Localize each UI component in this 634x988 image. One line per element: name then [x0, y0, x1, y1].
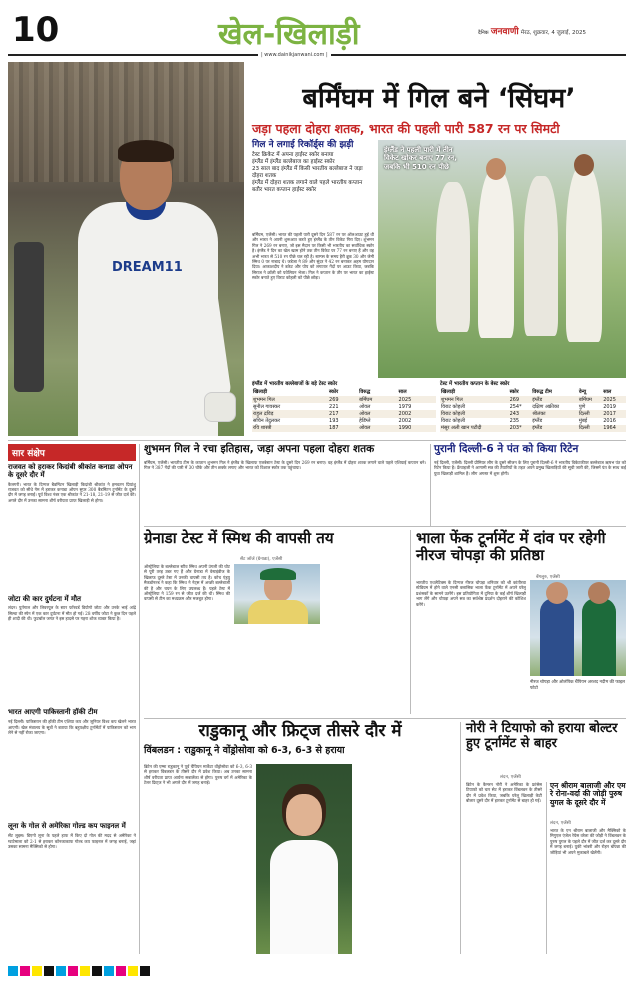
player-figure	[524, 176, 558, 336]
table-cell: हेडिंग्ले	[359, 418, 371, 425]
table-cell: 235	[509, 418, 520, 425]
raducanu-story-headline: राडुकानू और फ्रिट्ज तीसरे दौर में	[198, 721, 402, 741]
records-heading: गिल ने लगाई रिकॉर्ड्स की झड़ी	[252, 140, 354, 150]
table-cell: 2002	[398, 410, 436, 417]
table-cell: 2016	[603, 418, 616, 425]
summary-column	[8, 444, 136, 954]
delhi-story-body: नई दिल्ली, एजेंसी। दिल्ली प्रीमियर लीग के दूसरे सीजन के लिए पुरानी दिल्ली-6 ने भारतीय विकेटकीपर बल्लेबाज ऋषभ पंत को रिटेन किया है। फ्रेंचाइजी ने आगामी सत्र की तैयारियों के तहत अपने प्रमुख खिलाड़ियों की सूची जारी की, जिसमें पंत के साथ कई युवा खिलाड़ी शामिल हैं। लीग अगस्त में शुरू होगी।	[434, 460, 626, 476]
table-cell: 2017	[602, 410, 626, 417]
column-header: स्कोर	[509, 389, 519, 396]
table-cell: श्रीलंका	[531, 410, 578, 417]
record-point: 23 साल बाद इंग्लैंड में किसी भारतीय बल्लेबाज ने जड़ा दोहरा शतक	[252, 166, 363, 180]
paper-name	[478, 24, 586, 37]
records-box	[252, 140, 374, 228]
table-cell: 1979	[398, 403, 412, 410]
noori-body: ब्रिटेन के कैमरन नोरी ने अमेरिका के फ्रांसेस टियाफो को चार सेट में हराकर विंबलडन के तीसरे दौर में प्रवेश किया, जबकि घरेलू खिलाड़ी केटी बोल्टर दूसरे दौर में हारकर टूर्नामेंट से बाहर हो गईं।	[466, 782, 542, 804]
page-number: 10	[12, 10, 60, 50]
table-cell: 243	[509, 410, 532, 417]
captain-scores-table	[440, 382, 626, 438]
jersey-sponsor: DREAM11	[112, 260, 183, 275]
india-scores-table	[252, 382, 436, 438]
table-cell: बर्मिंघम	[578, 396, 602, 403]
table-cell: 2025	[602, 396, 626, 403]
column-divider	[139, 444, 140, 954]
player-figure	[566, 166, 602, 342]
gill-story-body: बर्मिंघम, एजेंसी। भारतीय टीम के कप्तान शुभमन गिल ने इंग्लैंड के खिलाफ एजबेस्टन टेस्ट के दूसरे दिन 269 रन बनाए। वह इंग्लैंड में दोहरा शतक लगाने वाले पहले एशियाई कप्तान बने। गिल ने 387 गेंदों की पारी में 30 चौके और तीन छक्के लगाए और भारत को विशाल स्कोर तक पहुंचाया।	[144, 460, 426, 471]
table-cell: ओवल	[359, 403, 371, 410]
gill-story-headline: शुभमन गिल ने रचा इतिहास, जड़ा अपना पहला दोहरा शतक	[144, 443, 375, 455]
player-head	[574, 154, 594, 176]
summary-body: कैलगरी। भारत के दिग्गज बैडमिंटन खिलाड़ी किदांबी श्रीकांत ने हमवतन प्रियांशु राजवत को सीधे गेम में हराकर कनाडा ओपन सुपर 300 बैडमिंटन टूर्नामेंट के दूसरे दौर में जगह बनाई। पूर्व विश्व नंबर एक श्रीकांत ने 21-18, 21-19 से जीत दर्ज की। अगले दौर में उनका सामना शीर्ष वरीयता प्राप्त खिलाड़ी से होगा।	[8, 481, 136, 503]
table-cell: रवि शास्त्री	[252, 425, 328, 432]
record-point: इंग्लैंड में दोहरा शतक लगाने वाले पहले भारतीय कप्तान	[252, 180, 363, 187]
table-cell: ओवल	[358, 425, 397, 432]
table-cell: 269	[509, 396, 532, 403]
table-cell: 2025	[398, 396, 436, 403]
captain-table-title: टेस्ट में भारतीय कप्तान के बेस्ट स्कोर	[440, 381, 510, 387]
table-cell: 187	[328, 425, 358, 432]
column-header: स्कोर	[329, 389, 339, 396]
summary-body: नई दिल्ली। पाकिस्तान की हॉकी टीम एशिया कप और जूनियर विश्व कप खेलने भारत आएगी। खेल मंत्रालय के सूत्रों ने बताया कि बहुपक्षीय टूर्नामेंटों में पाकिस्तान को भाग लेने से नहीं रोका जाएगा।	[8, 719, 136, 736]
summary-headline: जोटा की कार दुर्घटना में मौत	[8, 594, 82, 603]
chopra-body: भारतीय एथलेटिक्स के दिग्गज नीरज चोपड़ा शनिवार को श्री कांतीरवा स्टेडियम में होने वाले एनसी क्लासिक भाला फेंक टूर्नामेंट में अपने घरेलू प्रशंसकों के सामने उतरेंगे। इस प्रतियोगिता में दुनिया के कई शीर्ष खिलाड़ी भाग लेंगे और चोपड़ा अपने सत्र का सर्वश्रेष्ठ प्रदर्शन दोहराने की कोशिश करेंगे।	[416, 580, 526, 607]
table-row	[252, 418, 436, 425]
summary-body: सेंट लुइस। डिएगो लूना के पहले हाफ में किए दो गोल की मदद से अमेरिका ने ग्वाटेमाला को 2-1 से हराकर कॉनकाकाफ गोल्ड कप फाइनल में जगह बनाई, जहां उसका सामना मैक्सिको से होगा।	[8, 833, 136, 849]
chopra-byline: बेंगलुरु, एजेंसी	[536, 575, 560, 580]
smith-body-continued	[234, 628, 406, 714]
register-mark	[44, 966, 54, 976]
table-cell: 221	[329, 403, 339, 410]
column-header: खिलाड़ी	[253, 389, 268, 396]
record-point: टेस्ट क्रिकेट में अपना हाईस्ट स्कोर बनाया	[252, 152, 334, 159]
table-cell: 1964	[602, 425, 626, 432]
player-head	[286, 794, 322, 836]
register-mark	[92, 966, 102, 976]
delhi-story-headline: पुरानी दिल्ली-6 ने पंत को किया रिटेन	[434, 443, 579, 455]
table-cell: 2019	[603, 403, 616, 410]
table-cell: 2002	[398, 418, 412, 425]
raducanu-body: ब्रिटेन की एम्मा राडुकानू ने पूर्व चैंपियन मार्केटा वोंड्रोसोवा को 6-3, 6-3 से हराकर विंबलडन के तीसरे दौर में प्रवेश किया। अब उनका सामना शीर्ष वरीयता प्राप्त आर्यना सबालेंका से होगा। पुरुष वर्ग में अमेरिका के टेलर फ्रिट्ज ने भी अगले दौर में जगह बनाई।	[144, 764, 252, 786]
column-header: साल	[398, 389, 407, 396]
smith-body: ऑस्ट्रेलिया के बल्लेबाज स्टीव स्मिथ अपनी उंगली की चोट से पूरी तरह उबर गए हैं और ग्रेनाडा में वेस्टइंडीज के खिलाफ दूसरे टेस्ट में उनकी वापसी तय है। कोच एंड्रयू मैकडॉनल्ड ने कहा कि स्मिथ ने नेट्स में अच्छी बल्लेबाजी की है और चयन के लिए उपलब्ध हैं। पहले टेस्ट में ऑस्ट्रेलिया ने 159 रन से जीत दर्ज की थी। स्मिथ की वापसी से टीम का मध्यक्रम और मजबूत होगा।	[144, 564, 230, 602]
table-cell: 1990	[398, 425, 436, 432]
record-point: बतौर भारत कप्तान हाईस्ट स्कोर	[252, 187, 317, 194]
summary-headline: भारत आएगी पाकिस्तानी हॉकी टीम	[8, 708, 98, 717]
register-mark	[104, 966, 114, 976]
table-header-row	[440, 389, 626, 396]
table-row	[440, 396, 626, 403]
record-point: इंग्लैंड में इंग्लैंड बल्लेबाज का हाईस्ट स्कोर	[252, 159, 335, 166]
player-shirt	[248, 600, 308, 624]
smith-story-headline: ग्रेनाडा टेस्ट में स्मिथ की वापसी तय	[144, 529, 334, 547]
england-team-photo	[378, 140, 626, 378]
summary-headline: राजवत को हराकर किदांबी श्रीकांत कनाडा ओपन के दूसरे दौर में	[8, 463, 133, 479]
table-cell: दिल्ली	[578, 425, 602, 432]
column-header: विरुद्ध टीम	[532, 389, 552, 396]
table-row	[252, 410, 436, 417]
table-cell: राहुल द्रविड़	[252, 410, 328, 417]
table-cell: पुणे	[578, 403, 586, 410]
table-cell: 254*	[509, 403, 522, 410]
chopra-photo	[530, 580, 626, 676]
player-figure	[436, 182, 470, 332]
table-cell: इंग्लैंड	[531, 425, 578, 432]
sriram-body: भारत के एन श्रीराम बालाजी और मैक्सिको के मिगुएल एंजेल रेयेस वरेला की जोड़ी ने विंबलडन के पुरुष युगल के पहले दौर में जीत दर्ज कर दूसरे दौर में जगह बनाई। युकी भांबरी और रोहन बोपन्ना की जोड़ियां भी अपने मुकाबले खेलेंगी।	[550, 828, 626, 855]
player-dress	[270, 840, 338, 954]
section-divider	[8, 440, 626, 441]
table-row	[440, 425, 626, 432]
column-header: साल	[603, 389, 612, 396]
register-mark	[140, 966, 150, 976]
table-cell: विराट कोहली	[441, 403, 465, 410]
register-mark	[20, 966, 30, 976]
column-header: विरुद्ध	[359, 389, 371, 396]
table-row	[252, 403, 436, 410]
summary-headline: लूना के गोल से अमेरिका गोल्ड कप फाइनल में	[8, 822, 126, 831]
column-divider	[546, 782, 547, 954]
table-cell: विराट कोहली	[440, 410, 509, 417]
smith-byline: सेंट जॉर्ज (ग्रेनाडा), एजेंसी	[240, 557, 283, 562]
table-cell: सुनील गावस्कर	[253, 403, 281, 410]
noori-byline: लंदन, एजेंसी	[500, 775, 521, 780]
sriram-story-headline: एन श्रीराम बालाजी और एम रे रोना-वर्दा की जोड़ी पुरुष युगल के दूसरे दौर में	[550, 781, 626, 807]
lead-photo	[8, 62, 244, 436]
player-cap	[260, 568, 296, 580]
athlete-figure	[540, 598, 574, 676]
section-divider	[144, 526, 626, 527]
bat-handle	[14, 242, 44, 392]
register-mark	[68, 966, 78, 976]
table-row	[252, 425, 436, 432]
table-cell: ओवल	[358, 410, 397, 417]
paper-name-main: जनवाणी	[490, 27, 519, 37]
color-register-strip	[8, 962, 626, 980]
table-row	[440, 403, 626, 410]
dateline: मेरठ, शुक्रवार, 4 जुलाई, 2025	[520, 30, 587, 36]
chopra-photo-caption: नीरज चोपड़ा और ओलंपिक चैंपियन अरशद नदीम की फाइल फोटो	[530, 680, 626, 691]
table-cell: दिल्ली	[578, 410, 602, 417]
table-cell: दक्षिण अफ्रीका	[532, 403, 560, 410]
athlete-figure	[582, 598, 616, 676]
table-cell: शुभमन गिल	[440, 396, 509, 403]
register-mark	[8, 966, 18, 976]
noori-story-headline: नोरी ने टियाफो को हराया बोल्टर हुए टूर्नामेंट से बाहर	[466, 721, 618, 751]
player-figure	[478, 170, 514, 338]
table-cell: विराट कोहली	[441, 418, 465, 425]
india-table-title: इंग्लैंड में भारतीय बल्लेबाजों के बड़े टेस्ट स्कोर	[252, 381, 338, 387]
summary-body: लंदन। पुर्तगाल और लिवरपूल के स्टार फॉरवर्ड डियोगो जोटा और उनके भाई आंद्रे सिल्वा की स्पेन में एक कार दुर्घटना में मौत हो गई। 28 वर्षीय जोटा ने कुछ दिन पहले ही शादी की थी। फुटबॉल जगत ने इस हादसे पर गहरा शोक व्यक्त किया है।	[8, 605, 136, 622]
table-cell: सचिन तेंदुलकर	[253, 418, 280, 425]
player-glove	[204, 392, 236, 422]
register-mark	[128, 966, 138, 976]
chopra-story-headline: भाला फेंक टूर्नामेंट में दांव पर रहेगी नीरज चोपड़ा की प्रतिष्ठा	[416, 529, 606, 564]
table-row	[440, 418, 626, 425]
lead-article: बर्मिंघम, एजेंसी। भारत की पहली पारी दूसरे दिन 587 रन पर ऑलआउट हुई थी और भारत ने अपनी शुरूआत करते हुए इंग्लैंड के तीन विकेट गिरा दिए। शुभमन गिल ने 269 रन बनाए, जो इस मैदान पर किसी भी भारतीय का सर्वाधिक स्कोर है। इंग्लैंड ने दिन का खेल खत्म होने तक तीन विकेट पर 77 रन बनाए हैं और वह अभी भारत से 510 रन पीछे चल रही है। स्टम्प्स के समय हैरी ब्रूक 30 और जेमी स्मिथ 0 पर नाबाद थे। जडेजा ने 89 और सुंदर ने 42 रन बनाकर अहम योगदान दिया। आकाशदीप ने डकेट और पोप को लगातार गेंदों पर आउट किया, जबकि सिराज ने क्रॉली को पवेलियन भेजा। गिल ने कप्तान के तौर पर भारत का हाईस्ट स्कोर बनाते हुए विराट कोहली को पीछे छोड़ा।	[252, 232, 374, 281]
column-header: वेन्यू	[578, 389, 586, 396]
lead-subheadline: जड़ा पहला दोहरा शतक, भारत की पहली पारी 587 रन पर सिमटी	[252, 121, 560, 136]
column-divider	[460, 722, 461, 954]
register-mark	[56, 966, 66, 976]
table-cell: मंसूर अली खान पटौदी	[440, 425, 509, 432]
raducanu-photo	[256, 764, 352, 954]
column-divider	[430, 444, 431, 526]
player-head	[546, 582, 568, 604]
player-head	[588, 582, 610, 604]
table-cell: 269	[328, 396, 358, 403]
table-cell: शुभमन गिल	[252, 396, 328, 403]
player-hair	[118, 140, 174, 162]
register-mark	[32, 966, 42, 976]
column-header: खिलाड़ी	[441, 389, 456, 396]
sriram-byline: लंदन, एजेंसी	[550, 821, 571, 826]
smith-photo	[234, 564, 320, 624]
table-cell: 193	[329, 418, 339, 425]
player-head	[486, 158, 506, 180]
table-cell: इंग्लैंड	[531, 396, 578, 403]
photo-caption: इंग्लैंड ने पहली पारी में तीन विकेट खोकर बनाए 77 रन, जबकि भी 510 रन पीछे	[384, 146, 457, 171]
website-url: | www.dainikjanwani.com |	[258, 52, 331, 58]
lead-headline: बर्मिंघम में गिल बने ‘सिंघम’	[302, 83, 576, 114]
raducanu-body-continued	[356, 764, 456, 954]
table-cell: 203*	[509, 425, 532, 432]
raducanu-subheadline: विंबलडन : राडुकानू ने वोंड्रोसोवा को 6-3, 6-3 से हराया	[144, 745, 345, 756]
register-mark	[116, 966, 126, 976]
table-header-row	[252, 389, 436, 396]
table-row	[252, 396, 436, 403]
table-cell: मुंबई	[578, 418, 588, 425]
summary-box-title: सार संक्षेप	[8, 444, 136, 461]
table-cell: बर्मिंघम	[358, 396, 397, 403]
register-mark	[80, 966, 90, 976]
table-cell: 217	[328, 410, 358, 417]
table-cell: इंग्लैंड	[532, 418, 543, 425]
column-divider	[410, 530, 411, 714]
masthead	[8, 8, 626, 60]
table-row	[440, 410, 626, 417]
section-divider	[144, 718, 626, 719]
section-title: खेल-खिलाड़ी	[218, 17, 360, 52]
paper-name-prefix: दैनिक	[478, 30, 489, 36]
